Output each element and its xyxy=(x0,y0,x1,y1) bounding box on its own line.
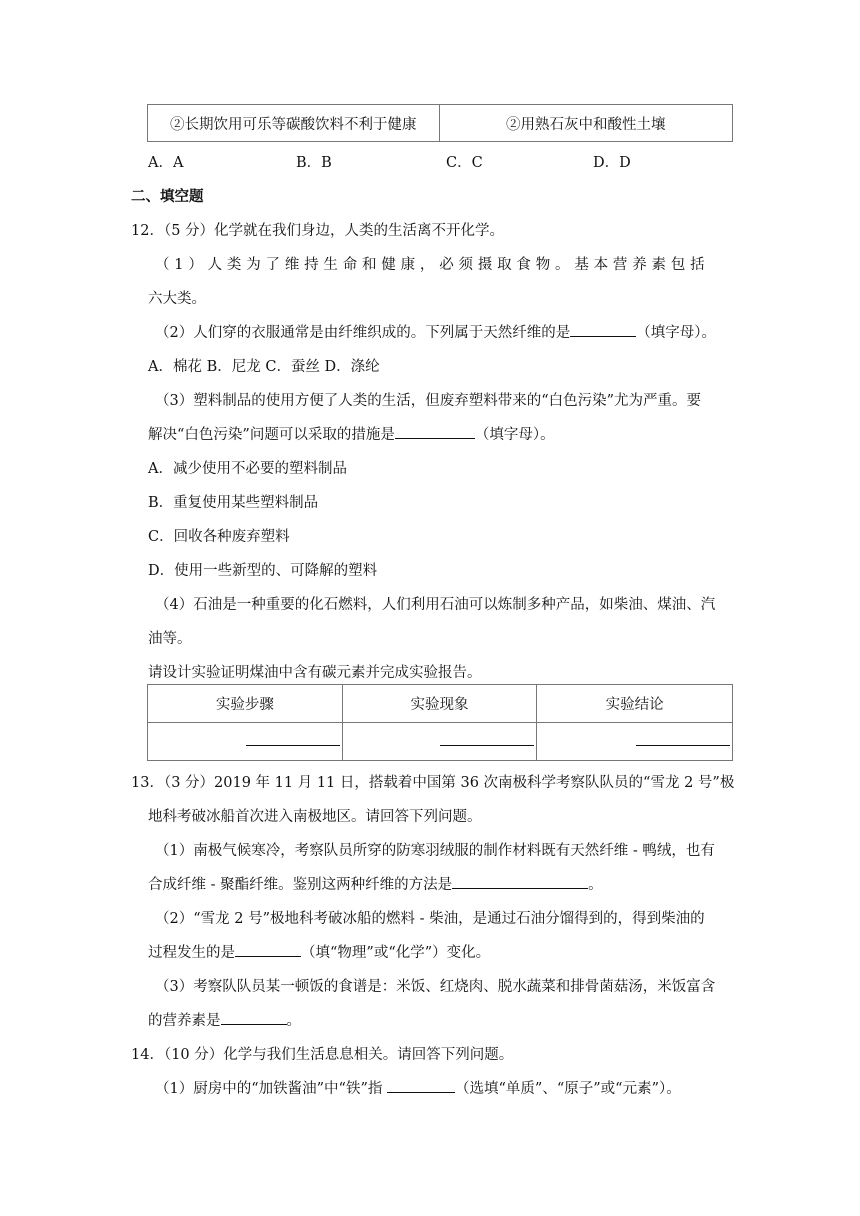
report-header-conclusion: 实验结论 xyxy=(537,685,733,723)
q11-option-a: A．A xyxy=(148,155,184,171)
q12-part2-text: （2）人们穿的衣服通常是由纤维织成的。下列属于天然纤维的是 xyxy=(155,325,571,341)
q13-stem-line1: 13．（3 分）2019 年 11 月 11 日，搭载着中国第 36 次南极科学考察队队员的“雪龙 2 号”极 xyxy=(131,775,735,791)
q14-part1-text: （1）厨房中的“加铁酱油”中“铁”指 xyxy=(155,1081,387,1097)
q13-stem-line2: 地科考破冰船首次进入南极地区。请回答下列问题。 xyxy=(148,809,482,825)
answer-blank[interactable] xyxy=(387,1078,455,1093)
q13-part1-line1: （1）南极气候寒冷，考察队员所穿的防寒羽绒服的制作材料既有天然纤维 - 鸭绒，也有 xyxy=(155,843,715,859)
answer-blank[interactable] xyxy=(246,731,340,746)
q12-part3-option-c: C．回收各种废弃塑料 xyxy=(148,529,290,545)
report-header-phenomena: 实验现象 xyxy=(342,685,537,723)
q12-part3-option-b: B．重复使用某些塑料制品 xyxy=(148,495,319,511)
q12-part3-text: 解决“白色污染”问题可以采取的措施是 xyxy=(148,427,395,443)
answer-blank[interactable] xyxy=(636,731,730,746)
answer-blank[interactable] xyxy=(221,1010,287,1025)
q13-part1-line2 xyxy=(148,873,603,894)
q12-part4-line1: （4）石油是一种重要的化石燃料，人们利用石油可以炼制多种产品，如柴油、煤油、汽 xyxy=(155,597,716,613)
q13-part2-hint: （填“物理”或“化学”）变化。 xyxy=(301,945,491,961)
answer-blank[interactable] xyxy=(570,322,636,337)
q13-part3-line1: （3）考察队队员某一顿饭的食谱是：米饭、红烧肉、脱水蔬菜和排骨菌菇汤，米饭富含 xyxy=(155,979,716,995)
q12-part3-option-a: A．减少使用不必要的塑料制品 xyxy=(148,461,347,477)
q12-part4-line3: 请设计实验证明煤油中含有碳元素并完成实验报告。 xyxy=(148,665,482,681)
answer-blank[interactable] xyxy=(395,424,475,439)
q13-part3-text: 的营养素是 xyxy=(148,1013,221,1029)
q11-option-d: D．D xyxy=(593,155,631,171)
q13-part1-end: 。 xyxy=(588,877,603,893)
q12-part2-options: A．棉花 B．尼龙 C．蚕丝 D．涤纶 xyxy=(148,359,380,375)
report-header-steps: 实验步骤 xyxy=(148,685,343,723)
report-cell-phenomena xyxy=(342,723,537,761)
q13-part2-line1: （2）“雪龙 2 号”极地科考破冰船的燃料 - 柴油，是通过石油分馏得到的，得到柴油的 xyxy=(155,911,705,927)
q12-part3-hint: （填字母）。 xyxy=(474,427,555,443)
report-cell-conclusion xyxy=(537,723,733,761)
q13-part2-line2 xyxy=(148,941,490,962)
q14-part1 xyxy=(155,1077,681,1098)
q12-part4-line2: 油等。 xyxy=(148,631,192,647)
q11-option-table xyxy=(147,104,733,142)
q12-part3-line2 xyxy=(148,423,555,444)
q14-part1-hint: （选填“单质”、“原子”或“元素”）。 xyxy=(455,1081,681,1097)
q12-part1-line2: 六大类。 xyxy=(148,291,206,307)
q11-option-b: B．B xyxy=(296,155,332,171)
experiment-report-table xyxy=(147,684,733,761)
answer-blank[interactable] xyxy=(235,942,301,957)
q12-part1-line1: （1）人类为了维持生命和健康，必须摄取食物。基本营养素包括 xyxy=(155,257,710,273)
q14-stem: 14．（10 分）化学与我们生活息息相关。请回答下列问题。 xyxy=(131,1047,514,1063)
q12-part2 xyxy=(155,321,716,342)
q11-table-left-cell: ②长期饮用可乐等碳酸饮料不利于健康 xyxy=(148,105,440,142)
q13-part2-text: 过程发生的是 xyxy=(148,945,235,961)
q13-part3-end: 。 xyxy=(286,1013,301,1029)
q13-part1-text: 合成纤维 - 聚酯纤维。鉴别这两种纤维的方法是 xyxy=(148,877,453,893)
q12-part2-hint: （填字母）。 xyxy=(636,325,716,341)
q12-stem: 12．（5 分）化学就在我们身边，人类的生活离不开化学。 xyxy=(131,223,505,239)
answer-blank[interactable] xyxy=(452,874,588,889)
q12-part3-line1: （3）塑料制品的使用方便了人类的生活，但废弃塑料带来的“白色污染”尤为严重。要 xyxy=(155,393,702,409)
section-title: 二、填空题 xyxy=(131,188,204,205)
q13-part3-line2 xyxy=(148,1009,301,1030)
q11-table-right-cell: ②用熟石灰中和酸性土壤 xyxy=(439,105,733,142)
answer-blank[interactable] xyxy=(440,731,534,746)
q11-option-c: C．C xyxy=(446,155,483,171)
q12-part3-option-d: D．使用一些新型的、可降解的塑料 xyxy=(148,563,378,579)
report-cell-steps xyxy=(148,723,343,761)
